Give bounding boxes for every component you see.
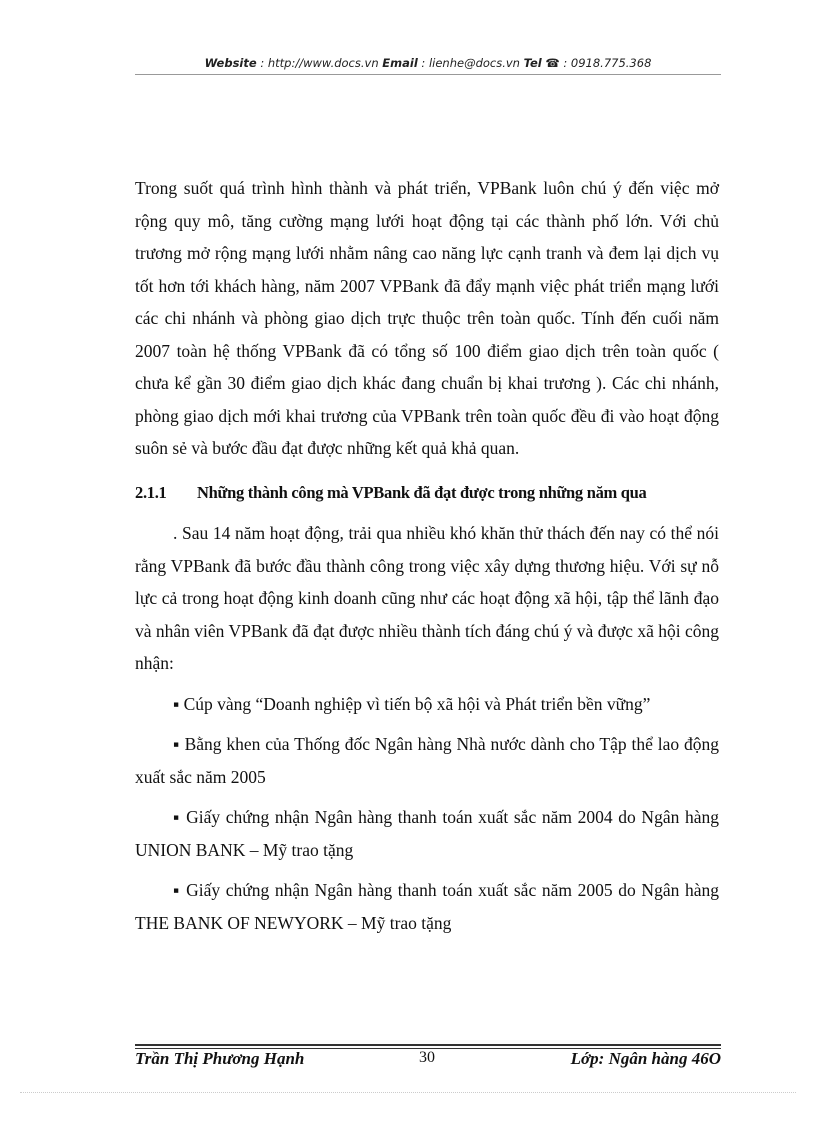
bullet-item: ▪ Cúp vàng “Doanh nghiệp vì tiến bộ xã hội và Phát triển bền vững”	[173, 693, 651, 714]
section-title: Những thành công mà VPBank đã đạt được trong những năm qua	[197, 482, 647, 502]
footer-class: Lớp: Ngân hàng 46O	[570, 1049, 721, 1068]
document-body	[135, 172, 719, 939]
email-label: Email	[382, 56, 418, 70]
header-divider	[135, 74, 721, 75]
page-header	[135, 56, 721, 70]
section-number: 2.1.1	[135, 482, 167, 502]
tel-label: Tel	[523, 56, 542, 70]
footer-divider-thick	[135, 1044, 721, 1046]
intro-paragraph: Trong suốt quá trình hình thành và phát triển, VPBank luôn chú ý đến việc mở rộng quy mô, tăng cường mạng lưới hoạt động tại các thành phố lớn. Với chủ trương mở rộng mạng lưới nhằm nâng cao năng lực cạnh tranh và đem lại dịch vụ tốt hơn tới khách hàng, năm 2007 VPBank đã đẩy mạnh việc phát triển mạng lưới các chi nhánh và phòng giao dịch trực thuộc trên toàn quốc. Tính đến cuối năm 2007 toàn hệ thống VPBank đã có tổng số 100 điểm giao dịch trên toàn quốc ( chưa kể gần 30 điểm giao dịch khác đang chuẩn bị khai trương ). Các chi nhánh, phòng giao dịch mới khai trương của VPBank trên toàn quốc đều đi vào hoạt động suôn sẻ và bước đầu đạt được những kết quả khả quan.	[135, 178, 719, 458]
page-edge-dots	[20, 1092, 796, 1093]
footer-author: Trần Thị Phương Hạnh	[135, 1049, 305, 1068]
website-label: Website	[204, 56, 257, 70]
bullet-item: ▪ Giấy chứng nhận Ngân hàng thanh toán xuất sắc năm 2005 do Ngân hàng THE BANK OF NEWYORK – Mỹ trao tặng	[135, 880, 719, 933]
phone-icon: ☎	[545, 56, 560, 70]
email-value: : lienhe@docs.vn	[417, 56, 524, 70]
section-paragraph: . Sau 14 năm hoạt động, trải qua nhiều khó khăn thử thách đến nay có thể nói rằng VPBank đã bước đầu thành công trong việc xây dựng thương hiệu. Với sự nỗ lực cả trong hoạt động kinh doanh cũng như các hoạt động xã hội, tập thể lãnh đạo và nhân viên VPBank đã đạt được nhiều thành tích đáng chú ý và được xã hội công nhận:	[135, 523, 719, 673]
bullet-item: ▪ Bằng khen của Thống đốc Ngân hàng Nhà nước dành cho Tập thể lao động xuất sắc năm 2005	[135, 734, 719, 787]
section-heading	[135, 477, 719, 510]
bullet-item: ▪ Giấy chứng nhận Ngân hàng thanh toán xuất sắc năm 2004 do Ngân hàng UNION BANK – Mỹ trao tặng	[135, 807, 719, 860]
page-number: 30	[419, 1049, 435, 1066]
website-value: : http://www.docs.vn	[256, 56, 383, 70]
tel-value: : 0918.775.368	[559, 56, 652, 70]
